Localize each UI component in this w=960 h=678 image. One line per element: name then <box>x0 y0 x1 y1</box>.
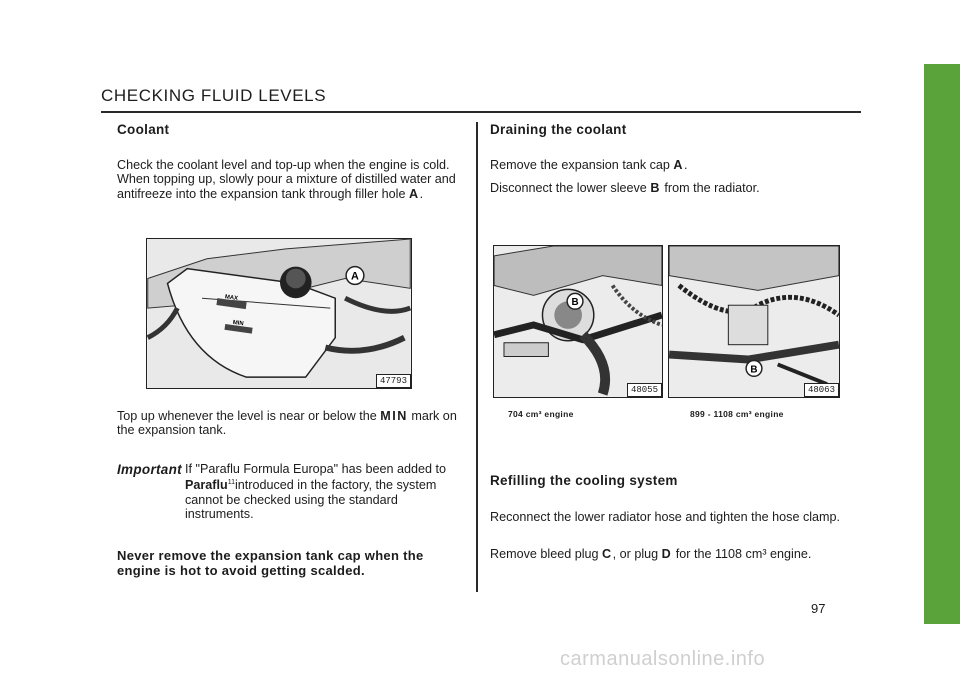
drain-step1-text: Remove the expansion tank cap <box>490 158 674 172</box>
figure2-callout-b: B <box>750 364 758 376</box>
drain-step2-text: Disconnect the lower sleeve <box>490 181 651 195</box>
figure-max-label: MAX <box>224 294 239 303</box>
refill-plug-d: D <box>661 547 673 561</box>
expansion-tank-illustration <box>147 239 411 388</box>
figure1-id: 48055 <box>627 383 662 397</box>
page-number: 97 <box>811 601 826 616</box>
figure-id: 47793 <box>376 374 411 388</box>
engine-704-illustration <box>494 246 662 397</box>
figure-899-1108-engine <box>668 245 840 398</box>
important-text: If "Paraflu Formula Europa" has been added to <box>185 462 446 476</box>
draining-heading: Draining the coolant <box>490 122 627 137</box>
refill-step2 <box>490 547 846 561</box>
drain-step2 <box>490 181 846 195</box>
title-rule <box>101 111 861 113</box>
drain-step2-end: from the radiator. <box>660 181 760 195</box>
drain-step1-end: . <box>684 158 688 172</box>
page-title: CHECKING FLUID LEVELS <box>101 86 327 105</box>
coolant-text-end: . <box>419 186 424 201</box>
drain-step1-letter: A <box>673 158 685 172</box>
important-text-end: introduced in the factory, the system cannot be checked using the standard instruments. <box>185 478 437 522</box>
figure-expansion-tank <box>146 238 412 389</box>
coolant-letter: A <box>408 186 420 201</box>
figure2-caption: 899 - 1108 cm³ engine <box>690 409 784 419</box>
column-divider <box>476 122 478 592</box>
watermark: carmanualsonline.info <box>560 648 766 670</box>
figure-callout-a: A <box>351 270 359 283</box>
engine-1108-illustration <box>669 246 839 397</box>
drain-step2-letter: B <box>650 181 661 195</box>
topup-text-end: mark on the expansion tank. <box>117 409 457 438</box>
important-label: Important <box>117 462 182 477</box>
coolant-heading: Coolant <box>117 122 170 137</box>
topup-paragraph <box>117 409 459 438</box>
coolant-paragraph <box>117 158 459 201</box>
refill-step2-text: Remove bleed plug <box>490 547 603 561</box>
figure1-caption: 704 cm³ engine <box>508 409 574 419</box>
figure-704-engine <box>493 245 663 398</box>
figure2-id: 48063 <box>804 383 839 397</box>
refill-plug-c: C <box>602 547 613 561</box>
drain-step1 <box>490 158 846 172</box>
refill-step2-mid: , or plug <box>612 547 662 561</box>
section-tab <box>924 64 960 624</box>
topup-text: Top up whenever the level is near or below the <box>117 409 381 423</box>
important-paragraph <box>185 462 459 522</box>
refill-step2-end: for the 1108 cm³ engine. <box>672 547 812 561</box>
important-brand: Paraflu <box>185 478 228 493</box>
figure-min-label: MIN <box>232 319 244 328</box>
refill-heading: Refilling the cooling system <box>490 473 678 488</box>
page-header <box>101 86 861 113</box>
figure1-callout-b: B <box>571 297 579 309</box>
coolant-text: Check the coolant level and top-up when the engine is cold. When topping up, slowly pour a mixture of distilled water and antifreeze into the expansion tank through filler hole <box>117 158 456 201</box>
refill-step1: Reconnect the lower radiator hose and tighten the hose clamp. <box>490 510 841 524</box>
important-sup: 11 <box>227 479 235 487</box>
topup-min: MIN <box>380 409 408 423</box>
scald-warning: Never remove the expansion tank cap when the engine is hot to avoid getting scalded. <box>117 548 424 578</box>
